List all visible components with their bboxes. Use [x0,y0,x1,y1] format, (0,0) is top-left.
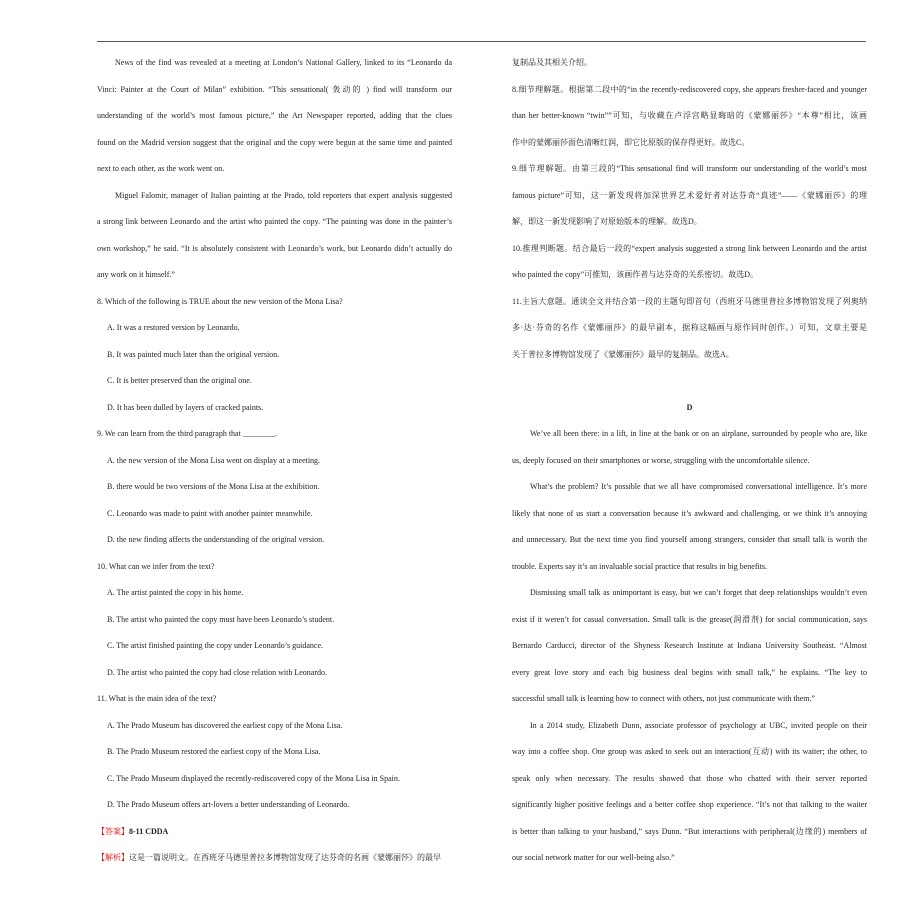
analysis-label: 【解析】 [97,853,129,862]
explanation-line: who painted the copy”可推知，该画作者与达芬奇的关系密切。故选D。 [512,270,758,279]
passage-line: We’ve all been there: in a lift, in line at the bank or on an airplane, surrounded by people who are, like [530,429,867,438]
passage-line: Miguel Falomir, manager of Italian painting at the Prado, told reporters that expert analysis suggested [115,190,452,200]
answer-option: A. the new version of the Mona Lisa went on display at a meeting. [107,455,321,465]
answer-option: C. The artist finished painting the copy under Leonardo’s guidance. [107,641,324,650]
passage-line: and unnecessary. But the next time you find yourself among strangers, consider that small talk is worth the [512,535,867,544]
explanation-line: 10.推理判断题。结合最后一段的“expert analysis suggested a strong link between Leonardo and the artist [512,243,867,253]
answer-option: D. The Prado Museum offers art-lovers a better understanding of Leonardo. [107,800,350,809]
answer-option: B. The Prado Museum restored the earliest copy of the Mona Lisa. [107,747,321,756]
passage-line: successful small talk is learning how to connect with others, not just communicate with them.” [512,694,816,703]
explanation-line: 9.细节理解题。由第三段的“This sensational find will transform our understanding of the world’s most [512,164,867,173]
answer-option: D. the new finding affects the understanding of the original version. [107,535,325,544]
question-stem: 9. We can learn from the third paragraph that ________. [97,429,277,438]
passage-line: found on the Madrid version suggest that the original and the copy were begun at the same time and painted [97,137,452,147]
question-stem: 11. What is the main idea of the text? [97,694,217,703]
section-title: D [686,402,693,412]
answer-text: 8-11 CDDA [129,826,169,836]
answer-option: C. It is better preserved than the original one. [107,376,252,385]
passage-line: a strong link between Leonardo and the artist who painted the copy. “The painting was done in the painter’s [97,217,452,226]
explanation-line: 8.细节理解题。根据第二段中的“in the recently-rediscovered copy, she appears fresher-faced and younger [512,84,867,94]
answer-option: D. The artist who painted the copy had close relation with Leonardo. [107,667,328,677]
explanation-line: famous picture”可知，这一新发现将加深世界艺术爱好者对达芬奇“真迹”——《蒙娜丽莎》的理 [512,190,867,200]
passage-line: Vinci: Painter at the Court of Milan” exhibition. “This sensational( 轰动的 ) find will transform our [97,84,452,94]
explanation-line: 解，即这一新发现影响了对原始版本的理解。故选D。 [512,217,702,226]
answer-option: C. The Prado Museum displayed the recently-rediscovered copy of the Mona Lisa in Spain. [107,773,400,783]
passage-line: In a 2014 study, Elizabeth Dunn, associate professor of psychology at UBC, invited people on their [530,720,867,730]
passage-line: our social network matter for our well-being also.” [512,853,675,862]
answer-option: D. It has been dulled by layers of cracked paints. [107,402,264,412]
answer-label: 【答案】 [97,826,129,836]
explanation-line: 多·达·芬奇的名作《蒙娜丽莎》的最早副本，据称这幅画与原作同时创作。）可知，文章主要是 [512,323,867,332]
passage-line: any work on it himself.” [97,270,175,279]
passage-line: significantly higher positive feelings and a better coffee shop experience. “It’s not that talking to the waiter [512,800,867,809]
passage-line: Dismissing small talk as unimportant is easy, but we can’t forget that deep relationships wouldn’t even [530,588,867,597]
blank-line [512,372,867,399]
header-rule [97,41,866,42]
passage-line: understanding of the world’s most famous picture,” the Art Newspaper reported, adding that the clues [97,111,452,120]
answer-option: B. The artist who painted the copy must have been Leonardo’s student. [107,614,335,624]
answer-option: C. Leonardo was made to paint with another painter meanwhile. [107,508,313,518]
passage-line: likely that none of us start a conversation because it’s awkward and challenging, or we think it’s annoying [512,508,867,518]
answer-option: A. The Prado Museum has discovered the earliest copy of the Mona Lisa. [107,720,343,730]
passage-line: Bernardo Carducci, director of the Shyness Research Institute at Indiana University Southeast. “Almost [512,641,867,650]
explanation-line: 11.主旨大意题。通读全文并结合第一段的主题句即首句（西班牙马德里普拉多博物馆发现了列奥纳 [512,296,867,306]
passage-line: speak only when necessary. The results showed that those who chatted with their server reported [512,773,867,783]
answer-option: B. there would be two versions of the Mona Lisa at the exhibition. [107,482,320,491]
question-stem: 10. What can we infer from the text? [97,561,215,571]
question-stem: 8. Which of the following is TRUE about the new version of the Mona Lisa? [97,296,343,306]
passage-line: us, deeply focused on their smartphones or worse, struggling with the uncomfortable silence. [512,455,810,465]
analysis-text: 这是一篇说明文。在西班牙马德里普拉多博物馆发现了达芬奇的名画《蒙娜丽莎》的最早 [129,853,441,862]
passage-line: every great love story and each big business deal begins with small talk,” he explains. “The key to [512,667,867,677]
right-column [512,54,867,876]
passage-line: News of the find was revealed at a meeting at London’s National Gallery, linked to its “Leonardo da [115,58,452,67]
passage-line: trouble. Experts say it’s an invaluable social practice that results in big benefits. [512,561,768,571]
answer-option: B. It was painted much later than the original version. [107,349,280,359]
passage-line: way into a coffee shop. One group was asked to seek out an interaction(互动) with its waiter; the other, to [512,747,867,756]
explanation-line: 作中的蒙娜丽莎面色清晰红润，即它比原版的保存得更好。故选C。 [512,137,750,147]
passage-line: exist if it weren’t for casual conversation. Small talk is the grease(润滑剂) for social communication, says [512,614,867,624]
analysis-line [97,849,452,876]
explanation-line: than her better-known “twin””可知，与收藏在卢浮宫略显晦暗的《蒙娜丽莎》“本尊”相比，该画 [512,111,867,120]
passage-line: What’s the problem? It’s possible that we all have compromised conversational intelligence. It’s more [530,482,867,491]
explanation-line: 复制品及其相关介绍。 [512,58,592,67]
passage-line: own workshop,” he said. “It is absolutely consistent with Leonardo’s work, but Leonardo didn’t actually do [97,243,452,253]
passage-line: next to each other, as the work went on. [97,164,225,173]
answer-option: A. The artist painted the copy in his home. [107,588,244,597]
passage-line: is better than talking to your husband,” says Dunn. “But interactions with peripheral(边缘的) members of [512,826,867,836]
explanation-line: 关于普拉多博物馆发现了《蒙娜丽莎》最早的复制品。故选A。 [512,349,734,359]
answer-option: A. It was a restored version by Leonardo. [107,323,240,332]
left-column [97,54,452,876]
answer-line [97,823,452,850]
